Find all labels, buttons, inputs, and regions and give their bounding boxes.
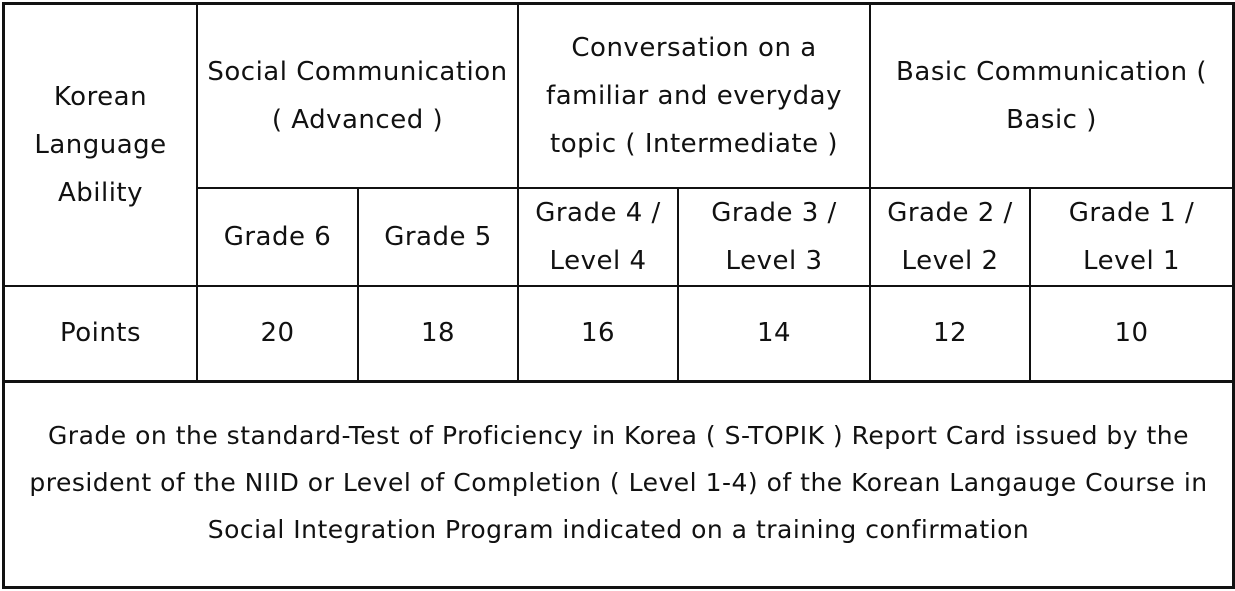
footer-note: Grade on the standard-Test of Proficiency in Korea ( S-TOPIK ) Report Card issued by the president of the NIID or Level of Completion ( Level 1-4) of the Korean Langauge Course in Social Integration Program indicated on a training confirmation [29, 421, 1208, 544]
grade-3-header: Grade 3 / Level 3 [678, 188, 870, 286]
grade-5-header: Grade 5 [358, 188, 518, 286]
score-table-frame [2, 2, 1235, 589]
points-grade-1: 10 [1030, 286, 1232, 381]
points-row [5, 286, 1232, 381]
footer-note-cell [5, 379, 1232, 586]
grade-2-header: Grade 2 / Level 2 [870, 188, 1030, 286]
group-header-social-communication: Social Communication ( Advanced ) [197, 5, 518, 188]
group-header-conversation: Conversation on a familiar and everyday topic ( Intermediate ) [518, 5, 870, 188]
group-header-basic-communication: Basic Communication ( Basic ) [870, 5, 1232, 188]
points-grade-3: 14 [678, 286, 870, 381]
points-grade-6: 20 [197, 286, 358, 381]
grade-1-header: Grade 1 / Level 1 [1030, 188, 1232, 286]
points-label: Points [5, 286, 197, 381]
points-grade-4: 16 [518, 286, 678, 381]
points-grade-2: 12 [870, 286, 1030, 381]
group-header-row [5, 5, 1232, 188]
grade-6-header: Grade 6 [197, 188, 358, 286]
points-grade-5: 18 [358, 286, 518, 381]
grade-4-header: Grade 4 / Level 4 [518, 188, 678, 286]
score-table [5, 5, 1232, 383]
row-header-korean-language-ability: Korean Language Ability [5, 5, 197, 286]
